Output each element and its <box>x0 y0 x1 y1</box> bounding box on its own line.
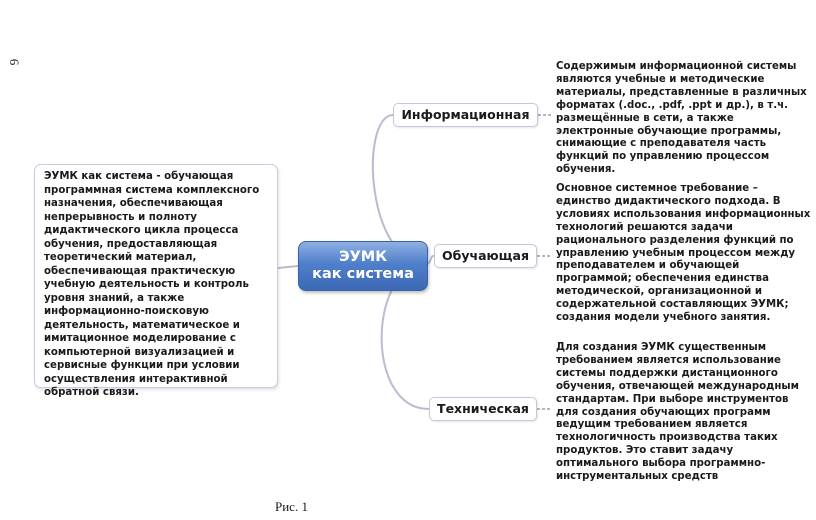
note-technical: Для создания ЭУМК существенным требованием является использование системы поддержки дистанционного обучения, отвечающей международным стандартам. При выборе инструментов для создания обучающих программ ведущим требованием является технологичность производства таких продуктов. Это ставит задачу оптимального выбора программно-инструментальных средств <box>556 342 799 483</box>
page-number: 6 <box>7 58 22 66</box>
central-node-line2: как система <box>312 266 414 282</box>
central-node <box>298 241 428 291</box>
note-informational: Содержимым информационной системы являются учебные и методические материалы, представленные в различных форматах (.doc., .pdf, .ppt и др.), в т.ч. размещённые в сети, а также электронные обучающие программы, снимающие с преподавателя часть функций по управлению процессом обучения. <box>556 61 807 176</box>
branch-technical: Техническая <box>429 397 537 421</box>
note-teaching: Основное системное требование – единство дидактического подхода. В условиях использования информационных технологий решаются задачи рационального разделения функций по управлению учебным процессом между преподавателем и обучающей программой; обеспечения единства методической, организационной и содержательной составляющих ЭУМК; создания модели учебного занятия. <box>556 183 811 324</box>
central-node-line1: ЭУМК <box>338 249 388 265</box>
figure-caption: Рис. 1 <box>275 499 308 514</box>
branch-informational: Информационная <box>393 103 538 127</box>
connector-left <box>278 266 298 268</box>
branch-teaching: Обучающая <box>434 244 537 268</box>
system-definition-box: ЭУМК как система - обучающая программная система комплексного назначения, обеспечивающая непрерывность и полноту дидактического цикла процесса обучения, предоставляющая теоретический материал, обеспечивающая практическую учебную деятельность и контроль уровня знаний, а также информационно-поисковую деятельность, математическое и имитационное моделирование с компьютерной визуализацией и сервисные функции при условии осуществления интерактивной обратной связи. <box>34 164 278 388</box>
